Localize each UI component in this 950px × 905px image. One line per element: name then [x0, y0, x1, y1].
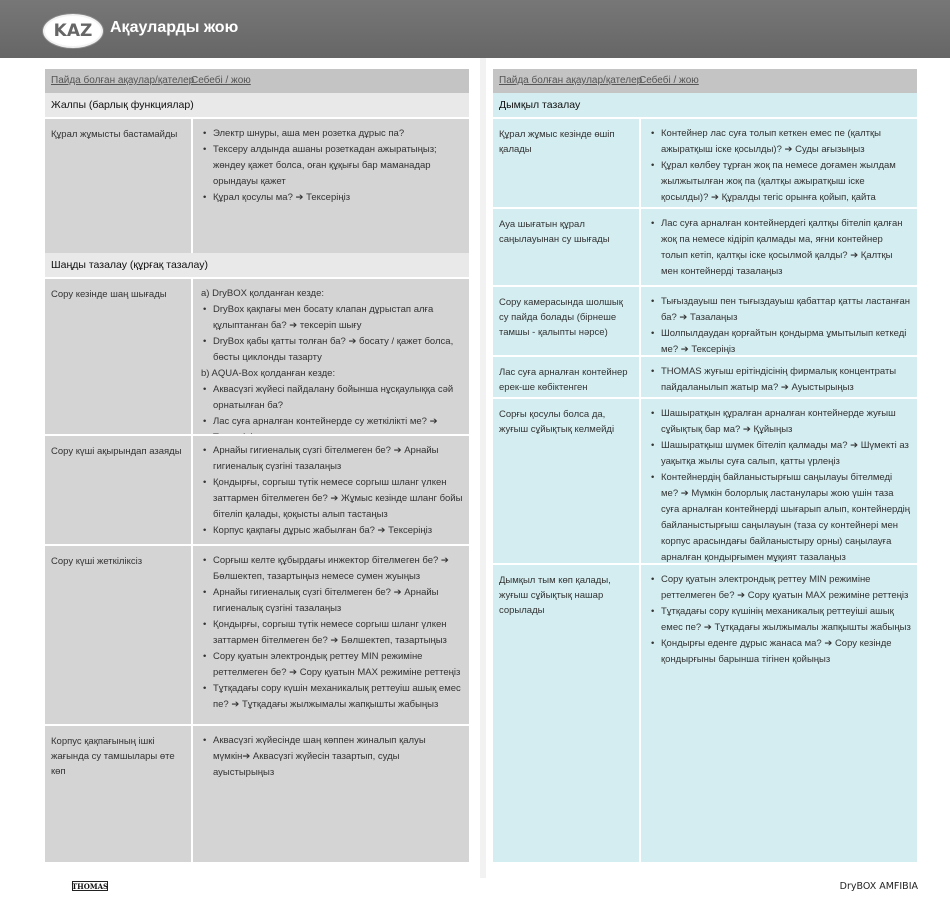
bullet-item: • Тығыздауыш пен тығыздауыш қабаттар қатты ластанған ба? ➔ Тазалаңыз [647, 294, 911, 326]
problem-cell: Сору күші ақырындап азаяды [45, 436, 191, 544]
subheading: a) DryBOX қолданған кезде: [201, 288, 324, 299]
section-title: Шаңды тазалау (құрғақ тазалау) [45, 253, 469, 277]
bullet-item: • Лас суға арналған контейнерде су жеткілікті ме? ➔ [199, 414, 463, 446]
solution-cell [191, 119, 469, 253]
bullet-list [647, 216, 911, 280]
solution-cell [639, 399, 917, 563]
bullet-item: • Электр шнуры, аша мен розетка дұрыс па? [199, 126, 463, 142]
bullet-item: • Корпус қақпағы дұрыс жабылған ба? ➔ Тексеріңіз [199, 523, 463, 539]
model-name: DryBOX AMFIBIA [839, 881, 918, 892]
bullet-item: • THOMAS жуғыш ерітіндісінің фирмалық концентраты пайдаланылып жатыр ма? ➔ Ауыстырыңыз [647, 364, 911, 396]
bullet-item: • Сору қуатын электрондық реттеу MIN режиміне реттелмеген бе? ➔ Сору қуатын MAX режиміне реттеңіз [199, 649, 463, 681]
bullet-item: • Контейнер лас суға толып кеткен емес пе (қалтқы ажыратқыш іске қосылды)? ➔ Суды ағызыңыз [647, 126, 911, 158]
problem-cell: Дымқыл тым көп қалады, жуғыш сұйықтық нашар сорылады [493, 565, 639, 862]
left-table [45, 69, 469, 862]
solution-cell [191, 436, 469, 544]
right-table [493, 69, 917, 862]
bullet-item: • Арнайы гигиеналық сүзгі бітелмеген бе? ➔ Арнайы гигиеналық сүзгіні тазалаңыз [199, 585, 463, 617]
bullet-list [647, 364, 911, 396]
header-solution: Себебі / жою [191, 75, 251, 86]
bullet-item: • Тұтқадағы сору күшінің механикалық реттеуіші ашық емес пе? ➔ Тұтқадағы жылжымалы жапқышты жабыңыз [647, 604, 911, 636]
bullet-item: • Құрал көлбеу тұрған жоқ па немесе доғамен жылдам жылжытылған жоқ па (қалтқы ажыратқыш іске қосылды)? ➔ Құралды тегіс орынға қойып, қайта [647, 158, 911, 222]
table-row [493, 563, 917, 862]
bullet-item: • Қондырғы еденге дұрыс жанаса ма? ➔ Сору кезінде қондырғыны барынша тігінен қойыңыз [647, 636, 911, 668]
problem-cell: Сору кезінде шаң шығады [45, 279, 191, 434]
problem-cell: Сору камерасында шолшық су пайда болады (бірнеше тамшы - қалыпты нәрсе) [493, 287, 639, 355]
bullet-item: • Сору қуатын электрондық реттеу MIN режиміне реттелмеген бе? ➔ Сору қуатын MAX режиміне реттеңіз [647, 572, 911, 604]
bullet-item: • DryBox қабы қатты толған ба? ➔ босату / қажет болса, бөсты циклонды тазарту [199, 334, 463, 366]
bullet-item: • Қондырғы, соргыш түтік немесе соргыш шланг үлкен заттармен бітелмеген бе? ➔ Бөлшектеп, тазартыңыз [199, 617, 463, 649]
header-problem: Пайда болған ақаулар/қателер [51, 75, 195, 86]
section-title: Дымқыл тазалау [493, 93, 917, 117]
bullet-item: • Қондырғы, соргыш түтік немесе соргыш шланг үлкен заттармен бітелмеген бе? ➔ Жұмыс кезінде шланг бойы бітеліп қалады, қоқысты алып тастаңыз [199, 475, 463, 523]
problem-cell: Құрал жұмысты бастамайды [45, 119, 191, 253]
bullet-list [199, 553, 463, 713]
table-row [45, 724, 469, 862]
solution-cell [639, 357, 917, 397]
problem-cell: Сору күші жеткіліксіз [45, 546, 191, 724]
bullet-item: • Аквасүзгі жүйесі пайдалану бойынша нұсқаулыққа сәй орнатылған ба? [199, 382, 463, 414]
table-row [45, 434, 469, 544]
bullet-list [647, 294, 911, 358]
bullet-item: • Арнайы гигиеналық сүзгі бітелмеген бе? ➔ Арнайы гигиеналық сүзгіні тазалаңыз [199, 443, 463, 475]
table-row [493, 117, 917, 207]
table-header [493, 69, 917, 93]
column-divider [480, 58, 486, 878]
subheading: b) AQUA-Box қолданған кезде: [201, 368, 336, 379]
bullet-item: • Құрал қосулы ма? ➔ Тексеріңіз [199, 190, 463, 206]
problem-cell: Корпус қақпағының ішкі жағында су тамшылары өте көп [45, 726, 191, 862]
table-row [45, 544, 469, 724]
problem-cell: Ауа шығатын құрал саңылауынан су шығады [493, 209, 639, 285]
bullet-item: • Лас суға арналған контейнердегі қалтқы бітеліп қалған жоқ па немесе кідіріп қалмады ма, яғни контейнер толып кетіп, қалтқы іске қосылмой қалды? ➔ Қалтқы мен контейнерді тазалаңыз [647, 216, 911, 280]
header-solution: Себебі / жою [639, 75, 699, 86]
language-badge: KAZ [43, 14, 103, 48]
bullet-item: • Шашыратқын құралған арналған контейнерде жуғыш сұйықтық бар ма? ➔ Құйыңыз [647, 406, 911, 438]
solution-cell [191, 546, 469, 724]
solution-cell [639, 119, 917, 207]
problem-cell: Сорғы қосулы болса да, жуғыш сұйықтық келмейді [493, 399, 639, 563]
solution-cell [639, 565, 917, 862]
problem-cell: Лас суға арналған контейнер ерек-ше көбіктенген [493, 357, 639, 397]
table-header [45, 69, 469, 93]
bullet-list [647, 572, 911, 668]
bullet-item: • Аквасүзгі жүйесінде шаң көппен жиналып қалуы мүмкін➔ Аквасүзгі жүйесін тазартып, суды ауыстырыңыз [199, 733, 463, 781]
bullet-list [199, 302, 463, 366]
brand-logo: THOMAS [71, 881, 109, 891]
table-row [493, 207, 917, 285]
bullet-list [647, 406, 911, 566]
table-row [45, 117, 469, 253]
bullet-list [199, 443, 463, 539]
problem-cell: Құрал жұмыс кезінде өшіп қалады [493, 119, 639, 207]
table-row [45, 277, 469, 434]
bullet-list [199, 126, 463, 206]
page-header [0, 0, 950, 58]
solution-cell [639, 287, 917, 355]
header-problem: Пайда болған ақаулар/қателер [499, 75, 643, 86]
bullet-item: • Тексеру алдында ашаны розеткадан ажыратыңыз; жөндеу қажет болса, оған құқығы бар маманадар орындауы қажет [199, 142, 463, 190]
solution-cell [191, 726, 469, 862]
bullet-item: • DryBox қақпағы мен босату клапан дұрыстап алға құлыптанған ба? ➔ тексеріп шығу [199, 302, 463, 334]
bullet-item: • Шашыратқыш шүмек бітеліп қалмады ма? ➔ Шүмекті аз уақытқа жылы суға салып, қатты үрлеңіз [647, 438, 911, 470]
solution-cell [191, 279, 469, 434]
bullet-item: • Шолпылдаудан қорғайтын қондырма ұмытылып кеткеді ме? ➔ Тексеріңіз [647, 326, 911, 358]
table-row [493, 397, 917, 563]
bullet-item: • Сорғыш келте құбырдағы инжектор бітелмеген бе? ➔ Бөлшектеп, тазартыңыз немесе сумен жуыңыз [199, 553, 463, 585]
bullet-item: • Тұтқадағы сору күшін механикалық реттеуіш ашық емес пе? ➔ Тұтқадағы жылжымалы жапқышты жабыңыз [199, 681, 463, 713]
bullet-list [199, 733, 463, 781]
solution-cell [639, 209, 917, 285]
page-title: Ақауларды жою [110, 19, 239, 36]
table-row [493, 355, 917, 397]
bullet-item: • Контейнердің байланыстырғыш саңылауы бітелмеді ме? ➔ Мүмкін болорлық ластанулары жою үшін таза суға арналған контейнерді шығарып алып, контейнердің байланыстырғыш саңылауын (таза су контейнері мен корпус арасындағы байланыстыру орны) саңылауға арналған қондырғымен мұқият тазалаңыз [647, 470, 911, 566]
section-title: Жалпы (барлық функциялар) [45, 93, 469, 117]
table-row [493, 285, 917, 355]
